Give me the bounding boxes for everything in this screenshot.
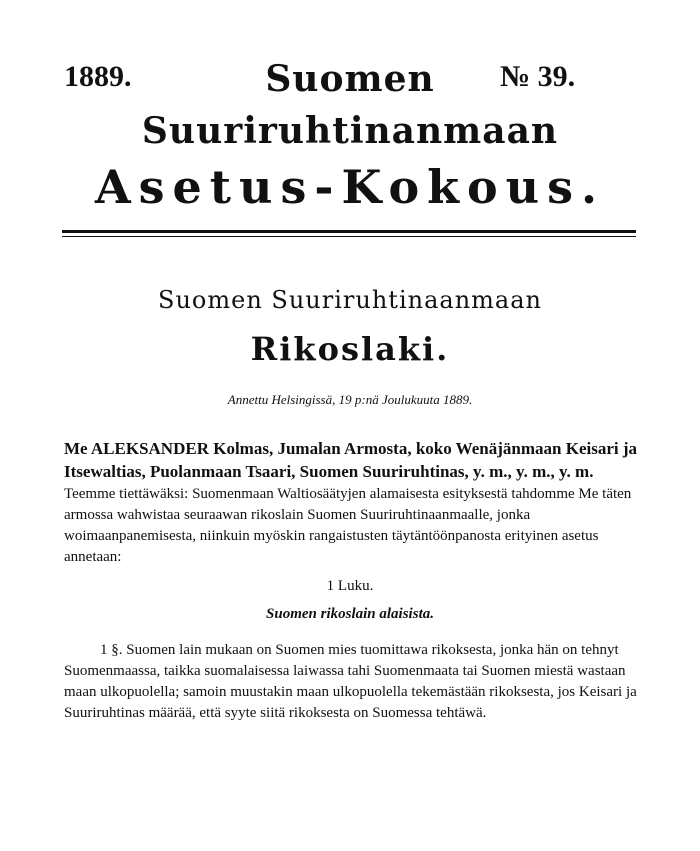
header-rule-thin	[62, 236, 636, 237]
intro-rest: Teemme tiettäwäksi: Suomenmaan Waltiosäätyjen alamaisesta esityksestä tahdomme Me täten armossa wahwistaa seuraawan rikoslain Suomen Suuriruhtinaanmaalle, jonka woimaanpanemisesta, niinkuin myöskin rangaistusten täytäntöönpanosta erityinen asetus annetaan:	[64, 486, 632, 565]
subtitle-line-1: Suomen Suuriruhtinaanmaan	[158, 286, 542, 314]
given-date-line: Annettu Helsingissä, 19 p:nä Joulukuuta 1889.	[227, 392, 473, 407]
chapter-title: Suomen rikoslain alaisista.	[266, 606, 434, 622]
title-line-2: Suuriruhtinanmaan	[141, 110, 559, 152]
year-label: 1889.	[64, 60, 132, 93]
title-line-1: Suomen	[265, 58, 435, 100]
chapter-heading: 1 Luku.	[326, 578, 374, 594]
intro-paragraph	[64, 438, 644, 568]
intro-lead: Me ALEKSANDER Kolmas, Jumalan Armosta, koko Wenäjänmaan Keisari ja Itsewaltias, Puolanmaan Tsaari, Suomen Suuriruhtinas, y. m., y. m., y. m.	[64, 439, 638, 481]
header-rule-thick	[62, 230, 636, 233]
subtitle-line-2: Rikoslaki.	[250, 330, 450, 368]
title-line-3: Asetus-Kokous.	[94, 160, 606, 214]
issue-number: № 39.	[500, 60, 576, 93]
section-1-paragraph: 1 §. Suomen lain mukaan on Suomen mies tuomittawa rikoksesta, jonka hän on tehnyt Suomenmaassa, taikka suomalaisessa laiwassa tahi Suomenmaata tai Suomen miestä wastaan maan ulkopuolella; samoin muustakin maan ulkopuolella tekemästään rikoksesta, jos Keisari ja Suuriruhtinas määrää, että syyte siitä rikoksesta on Suomessa tehtäwä.	[64, 642, 637, 721]
